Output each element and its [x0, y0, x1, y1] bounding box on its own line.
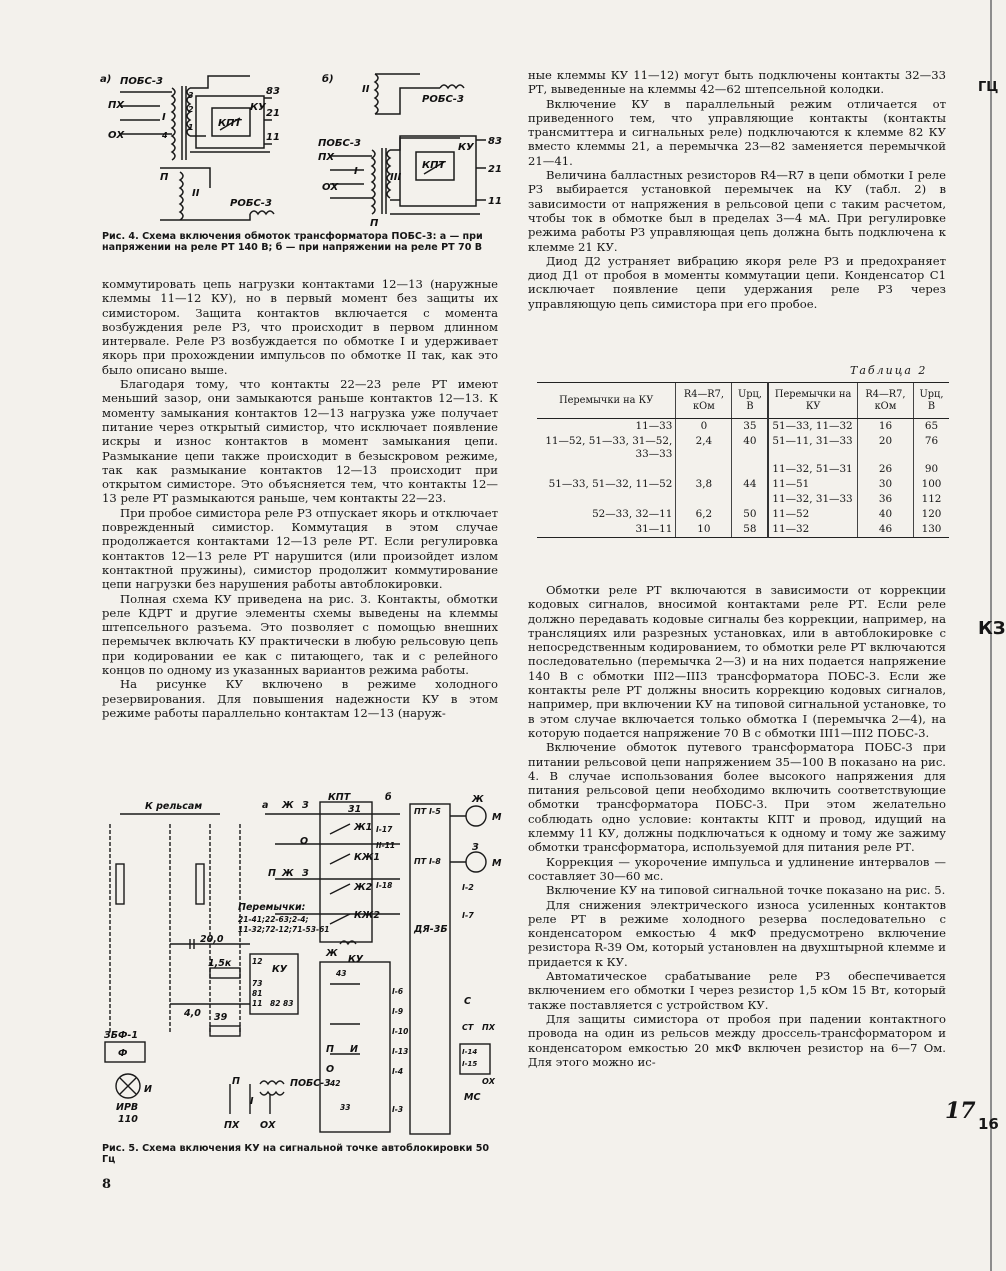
paragraph: ные клеммы КУ 11—12) могут быть подключены контакты 32—33 РТ, выведенные на клеммы 42—62 штепсельной колодки. — [528, 68, 946, 97]
table-cell: 2,4 — [676, 434, 732, 462]
edge-mark-bottom: 16 — [978, 1115, 999, 1133]
fig5-zh2: Ж2 — [354, 882, 373, 893]
table-cell: 40 — [857, 507, 913, 522]
table-cell: 0 — [676, 419, 732, 435]
paragraph: Включение КУ на типовой сигнальной точке показано на рис. 5. — [546, 883, 946, 898]
fig5-i-small: И — [350, 1044, 358, 1055]
table-header: R4—R7, кОм — [676, 383, 732, 419]
fig5-per1: 21-41;22-63;2-4; — [238, 915, 309, 924]
fig5-i13: I-13 — [392, 1047, 409, 1056]
table-cell: 11—32, 31—33 — [768, 492, 857, 507]
fig5-p-small: П — [326, 1044, 334, 1055]
figure-5-caption: Рис. 5. Схема включения КУ на сигнальной точке автоблокировки 50 Гц — [102, 1143, 490, 1165]
fig5-and: И — [144, 1084, 152, 1095]
fig5-zh1: Ж1 — [354, 822, 373, 833]
fig5-zh-small: Ж — [326, 948, 338, 959]
right-column-top-text — [528, 68, 946, 311]
fig5-a: а — [262, 800, 269, 811]
fig4-kpt: КПТ — [218, 118, 242, 129]
table-cell: 26 — [857, 462, 913, 477]
fig5-t11: 11 — [252, 999, 263, 1008]
fig5-kzh2: КЖ2 — [354, 910, 381, 921]
fig5-i-low: I — [250, 1096, 254, 1107]
fig5-k-rels: К рельсам — [145, 801, 203, 812]
table-cell: 130 — [914, 522, 949, 538]
fig5-i6: I-6 — [392, 987, 404, 996]
paragraph: Полная схема КУ приведена на рис. 3. Контакты, обмотки реле КДРТ и другие элементы схемы выведены на клеммы штепсельного разъема. Это позволяет с помощью внешних перемычек включать КУ практически в любую рельсовую цепь при кодировании ее как с питающего, так и с релейного концов по одному из указанных вариантов режима работы. — [102, 591, 498, 678]
fig4-w3-b: III — [390, 172, 402, 183]
paragraph: Включение обмоток путевого трансформатора ПОБС-3 при питании рельсовой цепи напряжением 35—100 В показано на рис. 4. В случае использования более высокого напряжения для питания рельсовой цепи необходимо включить соответствующие обмотки трансформатора ПОБС-3. При этом желательно соблюдать одно условие: контакты КПТ и провод, идущий на клемму 11 КУ, должны подключаться к одному и тому же зажиму обмотки трансформатора, используемой для питания реле РТ. — [528, 740, 946, 855]
table-2 — [537, 382, 949, 538]
table-cell: 11—32 — [768, 522, 857, 538]
fig5-z-lamp: З — [472, 842, 479, 853]
table-cell: 6,2 — [676, 507, 732, 522]
right-column-bottom-text — [528, 583, 946, 1069]
handwritten-page-number: 17 — [945, 1098, 976, 1124]
fig5-b: б — [385, 792, 392, 803]
fig5-i10: I-10 — [392, 1027, 409, 1036]
fig4-ox: ОХ — [108, 130, 125, 141]
fig4-n2: 2 — [188, 105, 194, 114]
fig5-p: П — [268, 868, 276, 879]
table-cell — [537, 462, 676, 477]
fig5-r15k: 1,5к — [208, 958, 232, 969]
table-cell — [676, 492, 732, 507]
table-cell: 3,8 — [676, 477, 732, 492]
left-column-text — [102, 277, 498, 720]
fig4-i: I — [162, 112, 166, 123]
fig5-ct: СТ — [462, 1023, 474, 1032]
fig5-f: Ф — [118, 1048, 128, 1059]
fig5-dya: ДЯ-3Б — [414, 924, 448, 935]
fig5-pobs: ПОБС-3 — [290, 1078, 331, 1089]
fig5-r39: 39 — [214, 1012, 228, 1023]
fig5-i11: II-11 — [376, 841, 396, 850]
fig4-robs-b: РОБС-3 — [422, 94, 464, 105]
paragraph: Обмотки реле РТ включаются в зависимости от коррекции кодовых сигналов, вносимой контактами реле РТ. Если реле должно передавать кодовые сигналы без коррекции, например, на трансляциях или разрезных установках, или в автоблокировке с непосредственным кодированием, то обмотки реле РТ включаются последовательно (перемычка 2—3) и на них подается напряжение 140 В с обмотки III2—III3 трансформатора ПОБС-3. Если же контакты реле РТ должны вносить коррекцию кодовых сигналов, например, при включении КУ на типовой сигнальной установке, то в этом случае включается только обмотка I (перемычка 2—4), на которую подается напряжение 70 В с обмотки III1—III2 ПОБС-3. — [528, 583, 946, 740]
table-row — [537, 434, 949, 462]
fig5-ox: ОХ — [260, 1120, 276, 1131]
fig5-i17: I-17 — [376, 825, 393, 834]
fig4-label-a: а) — [100, 74, 112, 85]
table-row — [537, 419, 949, 435]
fig5-t8283: 82 83 — [270, 999, 294, 1008]
fig5-k42: 42 — [330, 1079, 341, 1088]
fig4-n3: 3 — [188, 91, 194, 100]
paragraph: Благодаря тому, что контакты 22—23 реле РТ имеют меньший зазор, они замыкаются раньше контактов 12—13. К моменту замыкания контактов 12—13 нагрузка уже получает питание через открытый симистор, что исключает появление искры и износ контактов в момент замыкания цепи. Размыкание цепи также происходит в безыскровом режиме, так как размыкание контактов 12—13 происходит при открытом симисторе. Это объясняется тем, что контакты 12—13 реле РТ размыкаются раньше, чем контакты 22—23. — [102, 377, 498, 506]
table-row — [537, 522, 949, 538]
table-header: Перемычки на КУ — [768, 383, 857, 419]
table-cell: 11—52, 51—33, 31—52, 33—33 — [545, 435, 673, 460]
edge-mark-top: ГЦ — [978, 80, 999, 95]
fig5-w43: 43 — [336, 969, 347, 978]
table-cell: 11—51 — [768, 477, 857, 492]
fig5-o: О — [300, 836, 309, 847]
paragraph: На рисунке КУ включено в режиме холодного резервирования. Для повышения надежности КУ в этом режиме работы параллельно контактам 12—13 (наруж- — [102, 677, 498, 720]
table-cell: 90 — [914, 462, 949, 477]
paragraph: Включение КУ в параллельный режим отличается от приведенного тем, что управляющие контакты (контакты трансмиттера и сигнальных реле) подключаются к клемме 82 КУ вместо клеммы 21, а перемычка 23—82 заменяется перемычкой 21—41. — [528, 96, 946, 168]
table-cell — [676, 462, 732, 477]
fig5-peremychki: Перемычки: — [238, 902, 306, 913]
table-cell — [537, 492, 676, 507]
table-cell: 11—32, 51—31 — [768, 462, 857, 477]
table-cell: 40 — [732, 434, 768, 462]
fig4-t11: 11 — [266, 132, 280, 143]
fig5-ox2: ОХ — [482, 1077, 495, 1086]
table-cell: 20 — [857, 434, 913, 462]
table-row — [537, 492, 949, 507]
fig4-w2-b: II — [362, 84, 370, 95]
fig5-k33: 33 — [340, 1103, 351, 1112]
table-cell: 51—11, 31—33 — [768, 434, 857, 462]
fig5-ku-ku: КУ — [348, 954, 364, 965]
table-cell: 120 — [914, 507, 949, 522]
fig5-i15: I-15 — [462, 1060, 478, 1068]
fig4-t83-b: 83 — [488, 136, 502, 147]
edge-mark-middle: КЗ — [978, 618, 1006, 639]
table-cell: 46 — [857, 522, 913, 538]
paragraph: Диод Д2 устраняет вибрацию якоря реле РЗ и предохраняет диод Д1 от пробоя в моменты коммутации цепи. Конденсатор С1 исключает появление цепи удержания реле РЗ через управляющую цепь симистора при его пробое. — [528, 253, 946, 311]
fig5-t31: 31 — [348, 804, 362, 815]
fig5-m2: М — [492, 858, 502, 869]
fig5-ku: КУ — [272, 964, 288, 975]
table-cell: 11—52 — [768, 507, 857, 522]
fig5-i9: I-9 — [392, 1007, 404, 1016]
fig5-o-small: О — [326, 1064, 335, 1075]
fig5-cap20: 20,0 — [200, 934, 224, 945]
fig5-i14: I-14 — [462, 1048, 478, 1056]
table-cell: 16 — [857, 419, 913, 435]
fig4-t11-b: 11 — [488, 196, 502, 207]
fig4-i-b: I — [354, 166, 358, 177]
table-header: R4—R7, кОм — [857, 383, 913, 419]
fig5-per2: 11-32;72-12;71-53-61 — [238, 925, 330, 934]
page-number: 8 — [102, 1177, 112, 1192]
fig5-i2: I-2 — [462, 883, 474, 892]
paragraph: При пробое симистора реле РЗ отпускает якорь и отключает поврежденный симистор. Коммутация в этом случае продолжается контактами 12—13 реле РТ. Если регулировка контактов 12—13 реле РТ нарушится (или произойдет излом контактной пружины), симистор продолжит коммутирование цепи нагрузки без нарушения работы автоблокировки. — [102, 505, 498, 592]
fig4-t21: 21 — [266, 108, 280, 119]
fig5-z: З — [302, 800, 309, 811]
fig5-t73: 73 — [252, 979, 263, 988]
table-cell: 100 — [914, 477, 949, 492]
table-cell: 76 — [914, 434, 949, 462]
fig4-t21-b: 21 — [488, 164, 502, 175]
paragraph: коммутировать цепь нагрузки контактами 12—13 (наружные клеммы 11—12 КУ), но в первый момент без защиты их симистором. Защита контактов включается с момента возбуждения реле РЗ, что происходит в первом длинном интервале. Реле РЗ возбуждается по обмотке I и удерживает якорь при прохождении импульсов по обмотке II так, как это было описано выше. — [102, 277, 498, 377]
fig5-i3: I-3 — [392, 1105, 404, 1114]
fig5-kzh1: КЖ1 — [354, 852, 381, 863]
fig4-n: П — [160, 172, 169, 183]
paragraph: Для защиты симистора от пробоя при падении контактного провода на один из рельсов между дроссель-трансформатором и конденсатором емкостью 20 мкФ включен резистор на 6—7 Ом. Для этого можно ис- — [528, 1011, 946, 1069]
fig5-pt15: ПТ I-5 — [414, 807, 441, 816]
table-cell: 51—33, 51—32, 11—52 — [548, 478, 673, 490]
fig5-bf: ЗБФ-1 — [104, 1030, 138, 1041]
fig4-t83: 83 — [266, 86, 280, 97]
fig5-i4: I-4 — [392, 1067, 404, 1076]
table-cell: 30 — [857, 477, 913, 492]
figure-5-schematic — [100, 794, 510, 1139]
fig4-px: ПХ — [108, 100, 125, 111]
table-cell: 52—33, 32—11 — [592, 508, 673, 520]
table-cell: 65 — [914, 419, 949, 435]
fig4-n1: 1 — [188, 123, 194, 132]
fig5-i7: I-7 — [462, 911, 474, 920]
fig4-px-b: ПХ — [318, 152, 335, 163]
table-header: Uрц, В — [914, 383, 949, 419]
table-title: Таблица 2 — [850, 364, 928, 377]
fig4-pobs-a: ПОБС-3 — [120, 76, 163, 87]
fig5-c40: 4,0 — [184, 1008, 201, 1019]
fig5-pt18: ПТ I-8 — [414, 857, 441, 866]
fig5-t12: 12 — [252, 957, 263, 966]
table-cell: 58 — [732, 522, 768, 538]
paragraph: Коррекция — укорочение импульса и удлинение интервалов — составляет 30—60 мс. — [528, 854, 946, 883]
fig4-ku-b: КУ — [458, 142, 474, 153]
fig5-zh: Ж — [282, 800, 294, 811]
figure-4-caption: Рис. 4. Схема включения обмоток трансформатора ПОБС-3: а — при напряжении на реле РТ 140 В; б — при напряжении на реле РТ 70 В — [102, 231, 483, 253]
paragraph: Величина балластных резисторов R4—R7 в цепи обмотки I реле РЗ выбирается установкой перемычек на КУ (табл. 2) в зависимости от напряжения в рельсовой цепи с таким расчетом, чтобы ток в обмотке был в пределах 3—4 мА. При регулировке режима работы РЗ управляющая цепь должна быть подключена к клемме 21 КУ. — [528, 168, 946, 254]
fig5-p-low: П — [232, 1076, 240, 1087]
table-cell: 36 — [857, 492, 913, 507]
fig5-irv110: 110 — [118, 1114, 138, 1125]
fig4-ku: КУ — [250, 102, 266, 113]
fig5-z-p: З — [302, 868, 309, 879]
figure-4-schematic — [100, 68, 520, 230]
fig4-w2: II — [192, 188, 200, 199]
fig4-kpt-b: КПТ — [422, 160, 446, 171]
fig5-i18: I-18 — [376, 881, 393, 890]
table-header: Перемычки на КУ — [537, 383, 676, 419]
fig4-ox-b: ОХ — [322, 182, 339, 193]
table-cell: 10 — [676, 522, 732, 538]
table-row — [537, 462, 949, 477]
table-cell: 51—33, 11—32 — [768, 419, 857, 435]
table-cell: 35 — [732, 419, 768, 435]
fig4-n4: 4 — [162, 131, 168, 140]
table-cell — [732, 462, 768, 477]
fig5-zh-p: Ж — [282, 868, 294, 879]
fig4-robs: РОБС-3 — [230, 198, 272, 209]
fig5-zh-lamp: Ж — [472, 794, 484, 805]
fig5-t81: 81 — [252, 989, 263, 998]
paragraph: Автоматическое срабатывание реле РЗ обеспечивается включением его обмотки I через резистор 1,5 кОм 15 Вт, который также поставляется с устройством КУ. — [528, 969, 946, 1012]
fig4-pobs-b: ПОБС-3 — [318, 138, 361, 149]
paragraph: Для снижения электрического износа усиленных контактов реле РТ в режиме холодного резерва последовательно с конденсатором емкостью 4 мкФ предусмотрено включение резистора R-39 Ом, который установлен на двухштырной клемме и придается к КУ. — [528, 897, 946, 969]
table-cell: 31—11 — [537, 522, 676, 538]
fig5-m1: М — [492, 812, 502, 823]
table-cell — [732, 492, 768, 507]
table-row — [537, 477, 949, 492]
table-cell: 112 — [914, 492, 949, 507]
table-header: Uрц, В — [732, 383, 768, 419]
table-cell: 50 — [732, 507, 768, 522]
table-cell: 11—33 — [635, 420, 673, 432]
fig4-label-b: б) — [322, 74, 334, 85]
fig5-irv: ИРВ — [116, 1102, 139, 1113]
table-cell: 44 — [732, 477, 768, 492]
table-row — [537, 507, 949, 522]
fig4-n-b: П — [370, 218, 379, 229]
fig5-c-box: С — [464, 996, 471, 1007]
fig5-mc: МС — [464, 1092, 481, 1103]
fig5-px: ПХ — [224, 1120, 240, 1131]
fig5-kpt: КПТ — [328, 792, 351, 803]
fig5-px2: ПХ — [482, 1023, 495, 1032]
